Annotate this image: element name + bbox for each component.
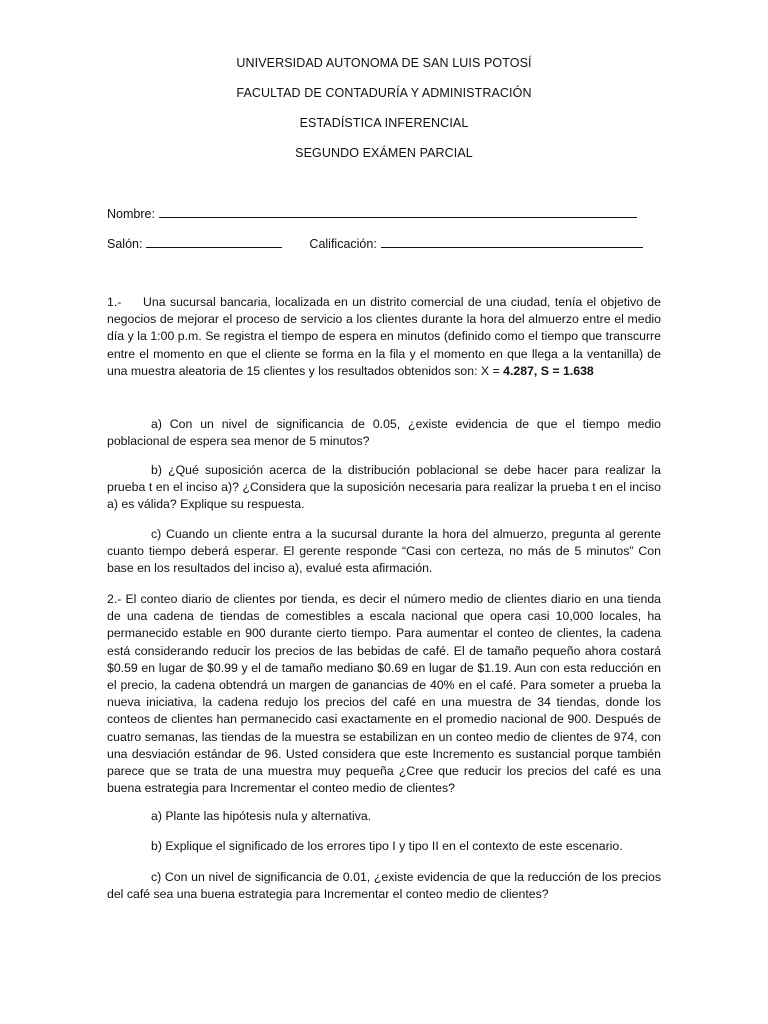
exam-heading: SEGUNDO EXÁMEN PARCIAL bbox=[295, 146, 473, 160]
faculty-heading: FACULTAD DE CONTADURÍA Y ADMINISTRACIÓN bbox=[236, 86, 532, 100]
question-2c bbox=[107, 869, 661, 903]
name-label: Nombre: bbox=[107, 207, 155, 221]
question-2a bbox=[107, 808, 661, 825]
sample-sd-label: S = bbox=[537, 363, 563, 378]
sample-sd-value: 1.638 bbox=[562, 363, 594, 378]
question-1a bbox=[107, 416, 661, 450]
question-1-number: 1.- bbox=[107, 295, 122, 309]
room-blank[interactable] bbox=[146, 236, 282, 248]
question-2 bbox=[107, 591, 661, 797]
question-1 bbox=[107, 294, 661, 380]
question-1c bbox=[107, 526, 661, 578]
question-2b bbox=[107, 838, 661, 855]
question-2b-text: b) Explique el significado de los errores tipo I y tipo II en el contexto de este escenario. bbox=[151, 839, 623, 853]
question-2c-text: c) Con un nivel de significancia de 0.01, ¿existe evidencia de que la reducción de los precios del café sea una buena estrategia para Incrementar el conteo medio de clientes? bbox=[107, 870, 661, 902]
name-blank[interactable] bbox=[159, 206, 637, 218]
room-label: Salón: bbox=[107, 237, 143, 251]
question-2-text: 2.- El conteo diario de clientes por tienda, es decir el número medio de clientes diario en una tienda de una cadena de tiendas de comestibles a escala nacional que opera casi 10,000 locales, ha permanecido estable en 900 durante cierto tiempo. Para aumentar el conteo de clientes, la cadena está considerando reducir los precios de las bebidas de café. El de tamaño pequeño ahora costará $0.59 en lugar de $0.99 y el de tamaño mediano $0.69 en lugar de $1.19. Aun con esta reducción en el precio, la cadena obtendrá un margen de ganancias de 40% en el café. Para someter a prueba la nueva iniciativa, la cadena redujo los precios del café en una muestra de 34 tiendas, donde los conteos de clientes han permanecido casi exactamente en el promedio nacional de 900. Después de cuatro semanas, las tiendas de la muestra se estabilizan en un conteo medio de clientes de 974, con una desviación estándar de 96. Usted considera que este Incremento es sustancial porque también parece que se trata de una muestra muy pequeña ¿Cree que reducir los precios del café es una buena estrategia para Incrementar el conteo medio de clientes? bbox=[107, 592, 661, 796]
name-field-row bbox=[107, 206, 637, 221]
sample-mean-value: 4.287, bbox=[503, 363, 538, 378]
grade-blank[interactable] bbox=[381, 236, 643, 248]
university-heading: UNIVERSIDAD AUTONOMA DE SAN LUIS POTOSÍ bbox=[236, 56, 532, 70]
question-1-text: Una sucursal bancaria, localizada en un distrito comercial de una ciudad, tenía el objetivo de negocios de mejorar el proceso de servicio a los clientes durante la hora del almuerzo entre el medio día y la 1:00 p.m. Se registra el tiempo de espera en minutos (definido como el tiempo que transcurre entre el momento en que el cliente se forma en la fila y el momento en que llega a la ventanilla) de una muestra aleatoria de 15 clientes y los resultados obtenidos son: X = bbox=[107, 295, 661, 378]
room-grade-row bbox=[107, 236, 643, 251]
question-1b bbox=[107, 462, 661, 514]
question-1b-text: b) ¿Qué suposición acerca de la distribución poblacional se debe hacer para realizar la prueba t en el inciso a)? ¿Considera que la suposición necesaria para realizar la prueba t en el inciso a) es válida? Explique su respuesta. bbox=[107, 463, 661, 512]
question-1a-text: a) Con un nivel de significancia de 0.05, ¿existe evidencia de que el tiempo medio poblacional de espera sea menor de 5 minutos? bbox=[107, 417, 661, 449]
grade-label: Calificación: bbox=[309, 237, 377, 251]
course-heading: ESTADÍSTICA INFERENCIAL bbox=[299, 116, 469, 130]
question-2a-text: a) Plante las hipótesis nula y alternativa. bbox=[151, 809, 372, 823]
question-1c-text: c) Cuando un cliente entra a la sucursal durante la hora del almuerzo, pregunta al gerente cuanto tiempo deberá esperar. El gerente responde “Casi con certeza, no más de 5 minutos” Con base en los resultados del inciso a), evalué esta afirmación. bbox=[107, 527, 661, 576]
